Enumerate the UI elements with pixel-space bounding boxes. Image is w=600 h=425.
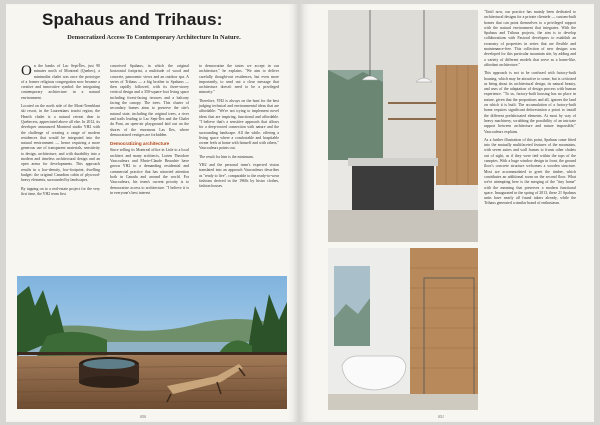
article-subtitle: Democratized Access To Contemporary Architecture In Nature. (67, 34, 241, 41)
paragraph: This approach is not to be confused with factory-built housing, which may be attractive to some, but is criticized as being about its architectural design, its natural beauty, and uses of the adaptation of design process with human experience. "To us, factory-built housing has no place in nature, given that the proportions and all, ignores the land on which it is built. The accumulation of a factory-built home requires significant deforestation a priori to install the different prefabricated elements. At most by way of heavy machinery, scrubbing the possibility of an intricate rapport between architecture and nature impossible," Vaucouleurs explains. (484, 71, 576, 134)
page-number-left: 050 (140, 414, 146, 419)
paragraph: By tapping on to a real-estate project for the very first time, the YH2 team first (21, 186, 100, 196)
paragraph: Located on the north side of the Mont-Tremblant ski resort, in the Laurentians tourist region, the Hearth chalet is a natural retreat dear to Quebecers, appreciated above all else. In 2012, its developer announced Montreal studio YH2 with the challenge of creating a range of modern residences that would be integrated into the natural environment — hence requiring a more generous use of transparent materials, sensitivity to design, architecture, and with durability into a modern and timeless architectural design and an open arena for developments. This approach results in a low-density, low-footprint, dwelling budget: the original Canadian cabin of plywood-heavy elements, surrounded by landscapes. (21, 104, 100, 183)
bath-photo (328, 248, 478, 410)
kitchen-photo (328, 10, 478, 242)
paragraph: to democratize the tastes we accept in our architecture," he explains. "We aim to deliver carefully thought-out residences, but even more importantly, to send out a clear message that architecture doesn't need to be a privileged minority." (199, 64, 279, 95)
page-number-right: 051 (438, 414, 444, 419)
paragraph: conceived Spahaus, in which the original horizontal footprint, a multitude of wood and concrete, panoramic views and an outdoor spa. A series of Trihaus — a big brother to Spahaus — then rapidly followed, with its three-storey vertical design and a 350-square-foot living space including forest-facing terraces and a balcony facing the canopy. The trees. This cluster of secondary homes aims to preserve the site's natural state, including the original trees, a river and trails leading to Lac Sept-Îles and the Chalet du Pont, an open-air playground laid out on the shores of the enormous Las Iles, where democratized vestiges are forbidden. (110, 64, 189, 137)
drop-cap: O (21, 63, 32, 79)
paragraph: "Until now, our practice has mainly been dedicated to architectural designs for a private clientele — custom-built homes that can point themselves to a privileged rapport with the natural environment that integrates. With the Spahaus and Trihaus projects, the aim is to develop collaborations with Pastoral developers to establish an economy of properties in series that are flexible and maintenance-free. This collection of new designs was developed for this particular mountain site, by adding and a variety of different models that serve as a home-like, affordant architecture." (484, 10, 576, 67)
paragraph: The result for him is the minimum. (199, 154, 254, 159)
paragraph: Since selling its Montreal office in Lisle to a local architect and many architects, Lorien Theodore Vaucouleurs and Marie-Claude Beaudrie have grown YH2 to a demanding residential and commercial practice that has attracted attention both in Canada and around the world. For Vaucouleurs, his team's current priority is to democratize access to architecture. "I believe it is in everyone's best interest (110, 148, 189, 195)
left-page (6, 4, 298, 422)
section-heading: Democratizing architecture (110, 141, 170, 147)
right-page (300, 4, 594, 422)
article-title: Spahaus and Trihaus: (42, 10, 223, 29)
left-column-2 (110, 64, 189, 199)
paragraph: YH2 and the personal team's expected vision translated into an approach Vaucouleurs describes as "ready to live", comparable to the ready-to-wear fashions derived in the 1960s by bistro clothes, fashion houses. (199, 163, 279, 189)
right-column-1 (484, 10, 576, 210)
paragraph: Therefore, YH2 is always on the hunt for the best judging technical and environmental ideas that are affordable: "We're not trying to implement novel ideas that are inspiring, functional and affordable. "I believe that's a sensitive approach that allows for a deep-rooted connection with nature and the surrounding landscape. All the while, offering a living space where a comfortable and hospitable owner feels at home with himself and with others," Vaucouleurs points out. (199, 98, 279, 151)
deck-photo (17, 276, 287, 409)
paragraph: n the banks of Lac Sept-Îles, just 90 minutes north of Montreal (Quebec), a minimalist chalet was once the prototype of a former religious congregation now became a creative and innovative symbol: the integrating contemporary architecture in a natural environment. (21, 64, 100, 100)
left-column-3 (199, 64, 279, 193)
paragraph: As a further illustration of this point, Spahaus came fitted into the mutually multifaceted features of the mountains, with seven suites and wall frames to fronts other chalets out of sight, as if they were tied within the tops of the canopies. With a huge window design in front, the ground floor's concrete structure welcomes a wooden structure. Most are accommodated to greet the timber, which contributes an additional room on the second floor. What we're attempting here is the merging of the "tiny home" with the meaning that preserves a modern functional space. Inaugurated in the spring of 2013, these 21 Spahaus units have nearly all found takers already, while the Trihaus generated a similar brand of enthusiasm. (484, 137, 576, 206)
left-column-1 (21, 64, 100, 200)
